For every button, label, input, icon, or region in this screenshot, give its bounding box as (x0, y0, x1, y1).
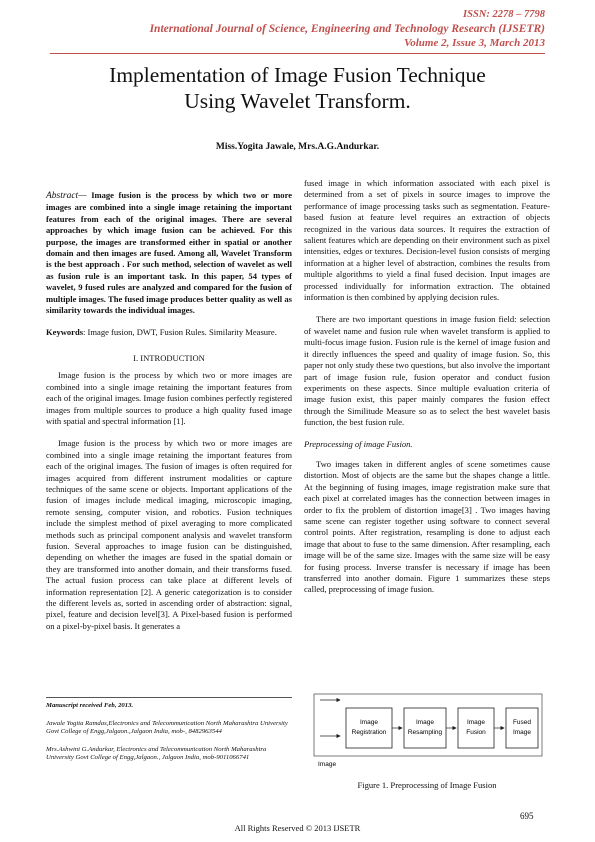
paragraph: There are two important questions in image fusion field: selection of wavelet name and fusion rule when wavelet transform is applied to multi-focus image fusion. Fusion rule is the kernel of image fusion and it directly influences the speed and quality of image fusion. So, this paper not only study these two questions, but also involve the important part of image fusion rule, fusion operator and conduct fusion experiments on these aspects. Since multiple evaluation criteria of image fusion exist, this paper mainly compares the fusion effect through the Similitude Measure so as to select the best wavelet basis function, the best fusion rule. (304, 314, 550, 428)
keywords (46, 327, 292, 338)
box-image-fusion (458, 708, 494, 748)
section-heading-introduction: I. INTRODUCTION (133, 352, 205, 363)
page-number: 695 (520, 811, 534, 821)
abstract-label: Abstract— (46, 191, 87, 201)
figure-caption: Figure 1. Preprocessing of Image Fusion (357, 780, 497, 790)
keywords-text: : Image fusion, DWT, Fusion Rules. Similarity Measure. (83, 327, 277, 338)
abstract (46, 190, 292, 316)
issn-header: ISSN: 2278 – 7798 (463, 9, 545, 20)
left-column (46, 190, 292, 632)
box-image-resampling (404, 708, 446, 748)
box-image-registration (346, 708, 392, 748)
abstract-text: Image fusion is the process by which two or more images are combined into a single image retaining the important features from each of the original images. There are several approaches by which image fusion can be achieved. For this purpose, the images are transformed either in spatial or another domain and then images are fused. Among all, Wavelet Transform is the best approach . For such method, selection of wavelet as well as fusion rule is an important task. In this paper, 54 types of wavelet, 9 fused rules are analyzed and compared for the fusion of multiple images. The fused image produces better quality as well as similarity towards the individual images. (46, 190, 293, 316)
box-label: Image (415, 719, 435, 726)
input-image-label: Image (318, 761, 337, 768)
box-label: Image (359, 719, 379, 726)
paragraph: Image fusion is the process by which two or more images are combined into a single image retaining the important features from each of the original images. The fusion of images is often required for images acquired from different instrument modalities or capture techniques of the same scene or objects. Important applications of the fusion of images include medical imaging, microscopic imaging, remote sensing, computer vision, and robotics. Fusion techniques include the simplest method of pixel averaging to more complicated methods such as principal component analysis and wavelet transform fusion. Several approaches to image fusion can be distinguished, depending on whether the images are fused in the spatial domain or they are transformed into another domain, and their transforms fused. The actual fusion process can take place at different levels of information representation [2]. A generic categorization is to consider the different levels as, sorted in ascending order of abstraction: signal, pixel, feature and decision level[3]. A Pixel-based fusion is performed on a pixel-by-pixel basis. It generates a (46, 438, 292, 631)
figure-1-diagram (306, 690, 548, 786)
footnote-author-1: Jawale Yogita Ramdas,Electronics and Telecommunication North Maharashtra University Govt College of Engg,Jalgaon.,Jalgaon India, mob-, 8482963544 (46, 719, 288, 736)
box-label: Registration (351, 729, 387, 736)
box-label: Fusion (466, 729, 486, 736)
box-label: Image (466, 719, 486, 726)
footnote-received: Manuscript received Feb, 2013. (46, 702, 134, 709)
paragraph: Two images taken in different angles of scene sometimes cause distortion. Most of objects are the same but the shapes change a little. At the beginning of fusing images, image registration make sure that each pixel at correlated images has the connection between images in order to fix the problem of distortion image[3] . Two images having same scene can register together using software to connect several control points. After registration, resampling is done to adjust each image that about to fuse to the same dimension. After resampling, each image will be of the same size. Images with the same size will be easy for fusing process. Inverse transfer is necessary if image has been transferred into another domain. Figure 1 summarizes these steps called, preprocessing of image fusion. (304, 458, 550, 595)
subheading-preprocessing: Preprocessing of image Fusion. (304, 438, 413, 449)
journal-name-header: International Journal of Science, Engineering and Technology Research (IJSETR) (149, 23, 545, 35)
header-rule (50, 53, 545, 54)
box-label: Resampling (407, 729, 443, 736)
box-fused-image (506, 708, 538, 748)
keywords-label: Keywords (46, 327, 84, 338)
title-line-1: Implementation of Image Fusion Technique (109, 63, 486, 87)
right-column (304, 178, 550, 596)
volume-header: Volume 2, Issue 3, March 2013 (404, 37, 545, 49)
footnote-author-2: Mrs.Ashwini G.Andurkar, Electronics and Telecommunication North Maharashtra University Govt College of Engg,Jalgaon., Jalgaon India, mob-9011066741 (46, 745, 267, 762)
copyright-footer: All Rights Reserved © 2013 IJSETR (234, 823, 361, 833)
title-line-2: Using Wavelet Transform. (184, 89, 411, 113)
footnotes (46, 702, 292, 772)
box-label: Fused (512, 719, 532, 726)
paragraph: fused image in which information associated with each pixel is determined from a set of pixels in source images to improve the performance of image processing tasks such as segmentation. Feature-based fusion at feature level requires an extraction of objects recognized in the various data sources. It requires the extraction of salient features which are depending on their environment such as pixel intensities, edges or textures. Decision-level fusion consists of merging information at a higher level of abstraction, combines the results from multiple algorithms to yield a final fused decision. Input images are processed individually for information extraction. The obtained information is then combined by applying decision rules. (304, 178, 550, 303)
authors: Miss.Yogita Jawale, Mrs.A.G.Andurkar. (215, 142, 380, 152)
paragraph: Image fusion is the process by which two or more images are combined into a single image retaining the important features from each of the original images. Image fusion combines perfectly registered images from multiple sources to produce a high quality fused image with spatial and spectral information [1]. (46, 370, 292, 426)
paper-title (40, 62, 555, 114)
footnote-rule (46, 697, 292, 698)
box-label: Image (512, 729, 532, 736)
